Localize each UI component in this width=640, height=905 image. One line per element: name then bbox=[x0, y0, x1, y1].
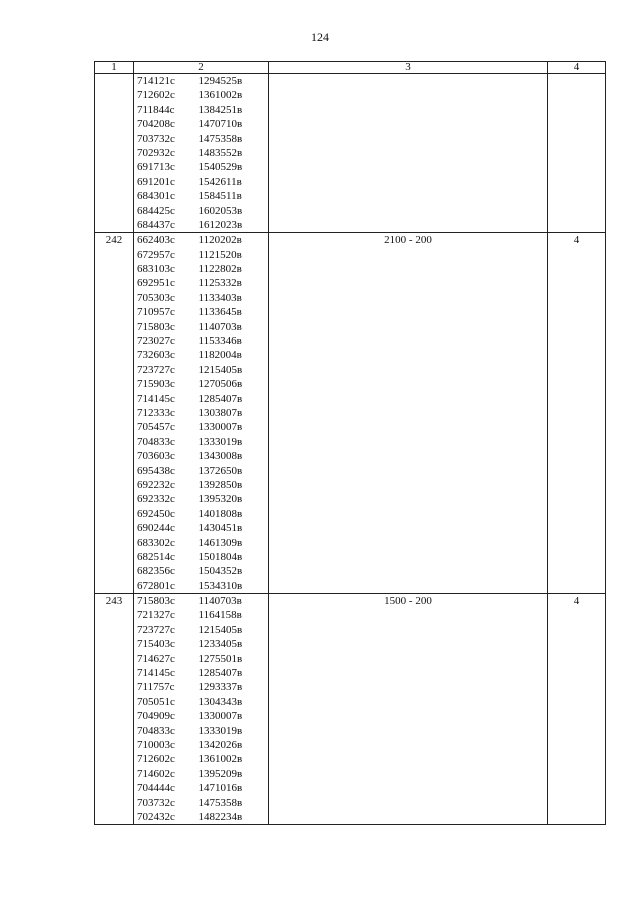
longitude-value: 1534310в bbox=[198, 579, 243, 592]
longitude-value: 1285407в bbox=[198, 667, 243, 680]
longitude-value: 1304343в bbox=[198, 695, 243, 708]
coordinate-pair bbox=[134, 478, 268, 492]
coordinate-pair bbox=[134, 117, 268, 131]
longitude-value: 1120202в bbox=[198, 234, 242, 247]
coordinate-pair bbox=[134, 796, 268, 810]
latitude-value: 711757с bbox=[137, 681, 175, 694]
category-value bbox=[548, 233, 606, 594]
coordinate-pair bbox=[134, 507, 268, 521]
latitude-value: 711844с bbox=[137, 103, 175, 116]
longitude-value: 1182004в bbox=[198, 349, 242, 362]
table-row-group bbox=[95, 594, 606, 825]
section-number-text: 243 bbox=[105, 595, 123, 608]
coordinate-pair bbox=[134, 435, 268, 449]
coordinate-pair bbox=[134, 623, 268, 637]
coordinate-pair bbox=[134, 320, 268, 334]
coordinate-pair bbox=[134, 579, 268, 593]
longitude-value: 1542611в bbox=[198, 175, 242, 188]
latitude-value: 705303с bbox=[137, 291, 175, 304]
section-number-text: 242 bbox=[105, 234, 123, 247]
longitude-value: 1330007в bbox=[198, 421, 243, 434]
coordinate-pair bbox=[134, 262, 268, 276]
longitude-value: 1501804в bbox=[198, 550, 243, 563]
coordinate-pair bbox=[134, 74, 268, 88]
coordinate-pair bbox=[134, 146, 268, 160]
coordinate-pair bbox=[134, 492, 268, 506]
latitude-value: 714145с bbox=[137, 667, 175, 680]
header-col-4: 4 bbox=[548, 62, 606, 74]
latitude-value: 703732с bbox=[137, 132, 175, 145]
latitude-value: 723727с bbox=[137, 623, 175, 636]
coordinate-pair bbox=[134, 248, 268, 262]
coordinate-pair bbox=[134, 521, 268, 535]
latitude-value: 662403с bbox=[137, 234, 175, 247]
coordinate-pair bbox=[134, 103, 268, 117]
latitude-value: 705051с bbox=[137, 695, 175, 708]
longitude-value: 1215405в bbox=[198, 363, 243, 376]
coordinate-pair bbox=[134, 666, 268, 680]
header-col-1: 1 bbox=[95, 62, 134, 74]
latitude-value: 692450с bbox=[137, 507, 175, 520]
longitude-value: 1342026в bbox=[198, 738, 243, 751]
longitude-value: 1540529в bbox=[198, 161, 243, 174]
longitude-value: 1275501в bbox=[198, 652, 243, 665]
coordinate-pair bbox=[134, 175, 268, 189]
latitude-value: 684301с bbox=[137, 190, 175, 203]
longitude-value: 1461309в bbox=[198, 536, 243, 549]
latitude-value: 732603с bbox=[137, 349, 175, 362]
coordinate-pair bbox=[134, 233, 268, 247]
latitude-value: 723027с bbox=[137, 335, 175, 348]
header-col-3: 3 bbox=[269, 62, 548, 74]
category-value-text: 4 bbox=[573, 234, 580, 247]
latitude-value: 712602с bbox=[137, 89, 175, 102]
latitude-value: 710003с bbox=[137, 738, 175, 751]
longitude-value: 1482234в bbox=[198, 810, 243, 823]
depth-range bbox=[269, 74, 548, 233]
latitude-value: 702432с bbox=[137, 810, 175, 823]
latitude-value: 691201с bbox=[137, 175, 175, 188]
latitude-value: 683103с bbox=[137, 263, 175, 276]
latitude-value: 672957с bbox=[137, 248, 175, 261]
longitude-value: 1430451в bbox=[198, 522, 243, 535]
section-number bbox=[95, 594, 134, 825]
coordinate-pair bbox=[134, 189, 268, 203]
longitude-value: 1343008в bbox=[198, 450, 243, 463]
coordinate-pair bbox=[134, 377, 268, 391]
longitude-value: 1333019в bbox=[198, 435, 243, 448]
coordinate-pair bbox=[134, 781, 268, 795]
longitude-value: 1133403в bbox=[198, 291, 242, 304]
coordinate-pair bbox=[134, 724, 268, 738]
coordinate-pair bbox=[134, 363, 268, 377]
header-col-2: 2 bbox=[134, 62, 269, 74]
latitude-value: 672801с bbox=[137, 579, 175, 592]
latitude-value: 682356с bbox=[137, 565, 175, 578]
category-value bbox=[548, 594, 606, 825]
longitude-value: 1361002в bbox=[198, 89, 243, 102]
depth-range-text: 1500 - 200 bbox=[384, 595, 432, 608]
longitude-value: 1384251в bbox=[198, 103, 243, 116]
longitude-value: 1483552в bbox=[198, 146, 243, 159]
longitude-value: 1333019в bbox=[198, 724, 243, 737]
coordinate-pair bbox=[134, 767, 268, 781]
coordinate-pair bbox=[134, 291, 268, 305]
latitude-value: 714627с bbox=[137, 652, 175, 665]
latitude-value: 704444с bbox=[137, 782, 175, 795]
coordinate-pair bbox=[134, 276, 268, 290]
coordinate-pair bbox=[134, 594, 268, 608]
latitude-value: 714602с bbox=[137, 767, 175, 780]
coordinate-pair bbox=[134, 695, 268, 709]
longitude-value: 1330007в bbox=[198, 710, 243, 723]
table-row-group bbox=[95, 74, 606, 233]
longitude-value: 1584511в bbox=[198, 190, 242, 203]
longitude-value: 1392850в bbox=[198, 478, 243, 491]
latitude-value: 712333с bbox=[137, 406, 175, 419]
section-number bbox=[95, 233, 134, 594]
coordinate-pair bbox=[134, 204, 268, 218]
longitude-value: 1602053в bbox=[198, 204, 243, 217]
longitude-value: 1372650в bbox=[198, 464, 243, 477]
latitude-value: 695438с bbox=[137, 464, 175, 477]
latitude-value: 704833с bbox=[137, 435, 175, 448]
latitude-value: 703732с bbox=[137, 796, 175, 809]
latitude-value: 705457с bbox=[137, 421, 175, 434]
coordinate-list bbox=[134, 74, 269, 233]
depth-range-text: 2100 - 200 bbox=[384, 234, 432, 247]
longitude-value: 1361002в bbox=[198, 753, 243, 766]
longitude-value: 1475358в bbox=[198, 132, 243, 145]
longitude-value: 1125332в bbox=[198, 277, 242, 290]
coordinate-pair bbox=[134, 88, 268, 102]
longitude-value: 1612023в bbox=[198, 218, 243, 231]
coordinate-pair bbox=[134, 738, 268, 752]
latitude-value: 715803с bbox=[137, 320, 175, 333]
latitude-value: 691713с bbox=[137, 161, 175, 174]
latitude-value: 721327с bbox=[137, 609, 175, 622]
latitude-value: 690244с bbox=[137, 522, 175, 535]
coordinates-table bbox=[94, 61, 606, 825]
longitude-value: 1133645в bbox=[198, 306, 242, 319]
coordinate-list bbox=[134, 233, 269, 594]
longitude-value: 1470710в bbox=[198, 118, 243, 131]
longitude-value: 1471016в bbox=[198, 782, 243, 795]
coordinate-pair bbox=[134, 564, 268, 578]
longitude-value: 1140703в bbox=[198, 320, 242, 333]
coordinate-pair bbox=[134, 348, 268, 362]
latitude-value: 715903с bbox=[137, 378, 175, 391]
coordinate-pair bbox=[134, 536, 268, 550]
latitude-value: 692951с bbox=[137, 277, 175, 290]
longitude-value: 1285407в bbox=[198, 392, 243, 405]
latitude-value: 704208с bbox=[137, 118, 175, 131]
coordinate-pair bbox=[134, 608, 268, 622]
longitude-value: 1140703в bbox=[198, 595, 242, 608]
coordinate-pair bbox=[134, 652, 268, 666]
latitude-value: 703603с bbox=[137, 450, 175, 463]
latitude-value: 710957с bbox=[137, 306, 175, 319]
longitude-value: 1293337в bbox=[198, 681, 243, 694]
latitude-value: 702932с bbox=[137, 146, 175, 159]
latitude-value: 692332с bbox=[137, 493, 175, 506]
depth-range bbox=[269, 233, 548, 594]
latitude-value: 715803с bbox=[137, 595, 175, 608]
longitude-value: 1153346в bbox=[198, 335, 242, 348]
longitude-value: 1215405в bbox=[198, 623, 243, 636]
latitude-value: 684425с bbox=[137, 204, 175, 217]
coordinate-pair bbox=[134, 132, 268, 146]
longitude-value: 1121520в bbox=[198, 248, 242, 261]
coordinate-pair bbox=[134, 334, 268, 348]
coordinate-pair bbox=[134, 709, 268, 723]
coordinate-pair bbox=[134, 637, 268, 651]
coordinate-pair bbox=[134, 449, 268, 463]
latitude-value: 682514с bbox=[137, 550, 175, 563]
longitude-value: 1270506в bbox=[198, 378, 243, 391]
longitude-value: 1122802в bbox=[198, 263, 242, 276]
coordinate-pair bbox=[134, 406, 268, 420]
coordinate-pair bbox=[134, 550, 268, 564]
depth-range bbox=[269, 594, 548, 825]
latitude-value: 704833с bbox=[137, 724, 175, 737]
header-row bbox=[95, 62, 606, 74]
latitude-value: 692232с bbox=[137, 478, 175, 491]
latitude-value: 715403с bbox=[137, 638, 175, 651]
coordinate-pair bbox=[134, 464, 268, 478]
longitude-value: 1395320в bbox=[198, 493, 243, 506]
latitude-value: 712602с bbox=[137, 753, 175, 766]
coordinate-pair bbox=[134, 752, 268, 766]
longitude-value: 1504352в bbox=[198, 565, 243, 578]
coordinate-pair bbox=[134, 392, 268, 406]
page-number: 124 bbox=[311, 30, 329, 44]
longitude-value: 1303807в bbox=[198, 406, 243, 419]
longitude-value: 1233405в bbox=[198, 638, 243, 651]
coordinate-pair bbox=[134, 420, 268, 434]
longitude-value: 1164158в bbox=[198, 609, 242, 622]
longitude-value: 1475358в bbox=[198, 796, 243, 809]
longitude-value: 1294525в bbox=[198, 75, 243, 87]
latitude-value: 714145с bbox=[137, 392, 175, 405]
category-value-text: 4 bbox=[573, 595, 580, 608]
coordinate-pair bbox=[134, 218, 268, 232]
coordinate-pair bbox=[134, 305, 268, 319]
latitude-value: 714121с bbox=[137, 75, 175, 87]
coordinate-pair bbox=[134, 680, 268, 694]
longitude-value: 1401808в bbox=[198, 507, 243, 520]
coordinate-list bbox=[134, 594, 269, 825]
latitude-value: 684437с bbox=[137, 218, 175, 231]
latitude-value: 683302с bbox=[137, 536, 175, 549]
latitude-value: 704909с bbox=[137, 710, 175, 723]
section-number bbox=[95, 74, 134, 233]
latitude-value: 723727с bbox=[137, 363, 175, 376]
longitude-value: 1395209в bbox=[198, 767, 243, 780]
table-row-group bbox=[95, 233, 606, 594]
coordinate-pair bbox=[134, 810, 268, 824]
category-value bbox=[548, 74, 606, 233]
coordinate-pair bbox=[134, 160, 268, 174]
